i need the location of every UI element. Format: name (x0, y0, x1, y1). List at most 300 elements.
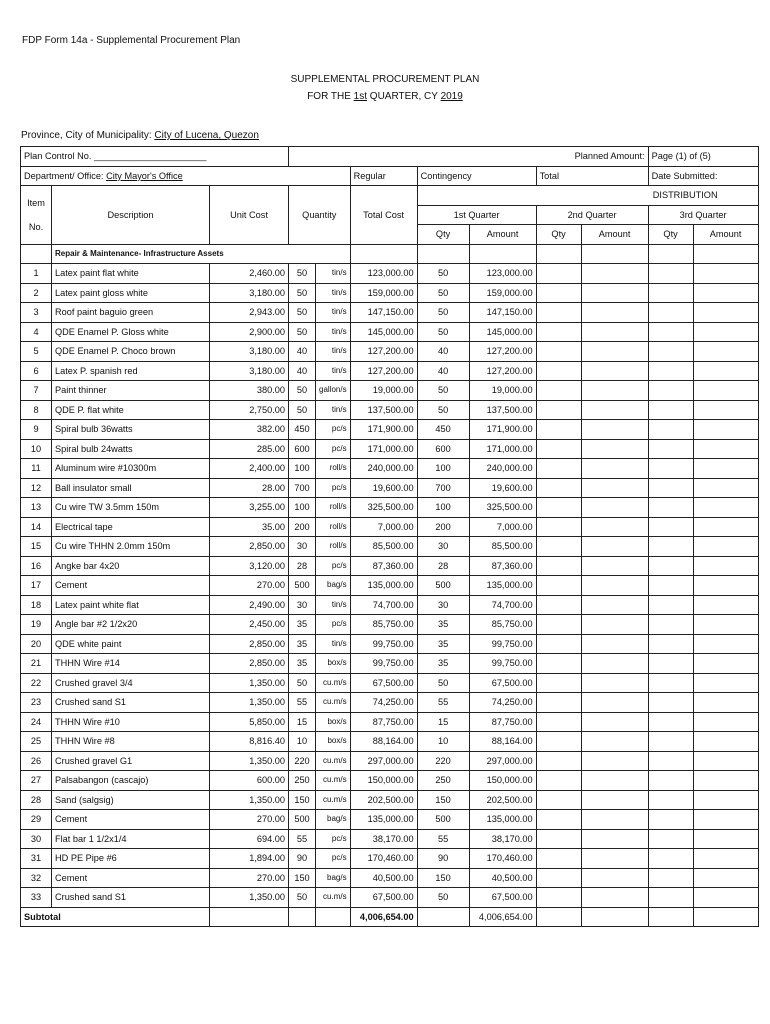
item-total-cost: 40,500.00 (350, 868, 417, 888)
item-total-cost: 67,500.00 (350, 888, 417, 908)
item-no: 18 (21, 595, 52, 615)
total-label: Total (539, 170, 559, 181)
q1-amount: 67,500.00 (469, 888, 536, 908)
category-spacer (21, 244, 52, 264)
item-description: Crushed gravel G1 (52, 751, 210, 771)
item-unit: roll/s (316, 517, 351, 537)
q3-amount (693, 868, 758, 888)
category-label: Repair & Maintenance- Infrastructure Assets (52, 244, 351, 264)
item-description: THHN Wire #10 (52, 712, 210, 732)
q1-qty: 500 (417, 810, 469, 830)
table-row (21, 420, 759, 440)
q1-amount-header: Amount (469, 225, 536, 245)
item-description: Cu wire TW 3.5mm 150m (52, 498, 210, 518)
item-quantity: 220 (289, 751, 316, 771)
table-row (21, 693, 759, 713)
item-unit-cost: 1,350.00 (210, 888, 289, 908)
item-unit-cost: 28.00 (210, 478, 289, 498)
table-row (21, 654, 759, 674)
item-unit: cu.m/s (316, 693, 351, 713)
item-description: Flat bar 1 1/2x1/4 (52, 829, 210, 849)
item-quantity: 100 (289, 498, 316, 518)
q3-amount (693, 322, 758, 342)
q3-qty (648, 673, 693, 693)
q2-qty (536, 693, 581, 713)
distribution-header: DISTRIBUTION (417, 186, 758, 206)
item-description: Cement (52, 810, 210, 830)
item-no: 28 (21, 790, 52, 810)
item-unit: pc/s (316, 849, 351, 869)
table-row (21, 712, 759, 732)
q2-amount (581, 420, 648, 440)
q2-qty (536, 556, 581, 576)
q3-amount (693, 771, 758, 791)
empty-cell (316, 907, 351, 927)
q2-amount (581, 868, 648, 888)
q3-qty (648, 868, 693, 888)
item-quantity: 40 (289, 361, 316, 381)
table-row (21, 849, 759, 869)
q2-qty (536, 673, 581, 693)
q1-amount: 135,000.00 (469, 810, 536, 830)
item-no: 8 (21, 400, 52, 420)
table-row (21, 790, 759, 810)
province-value: City of Lucena, Quezon (154, 130, 259, 141)
item-unit-cost: 270.00 (210, 868, 289, 888)
q1-qty: 50 (417, 400, 469, 420)
item-description: Cement (52, 576, 210, 596)
item-quantity: 50 (289, 381, 316, 401)
item-no: 31 (21, 849, 52, 869)
q2-qty (536, 498, 581, 518)
q1-qty: 450 (417, 420, 469, 440)
q1-qty: 28 (417, 556, 469, 576)
q2-amount (581, 810, 648, 830)
q2-amount (581, 654, 648, 674)
q3-qty (648, 576, 693, 596)
q1-amount: 145,000.00 (469, 322, 536, 342)
page-of: of (5) (689, 151, 711, 162)
q3-amount (693, 693, 758, 713)
q2-qty (536, 322, 581, 342)
q1-amount: 99,750.00 (469, 634, 536, 654)
q1-qty: 150 (417, 868, 469, 888)
item-unit: tin/s (316, 400, 351, 420)
q1-amount: 150,000.00 (469, 771, 536, 791)
item-no: 3 (21, 303, 52, 323)
item-quantity: 30 (289, 595, 316, 615)
q1-amount: 19,600.00 (469, 478, 536, 498)
item-total-cost: 127,200.00 (350, 342, 417, 362)
item-unit: gallon/s (316, 381, 351, 401)
q1-qty: 50 (417, 322, 469, 342)
q2-amount (581, 849, 648, 869)
q1-qty: 90 (417, 849, 469, 869)
q1-amount: 297,000.00 (469, 751, 536, 771)
table-body (21, 147, 759, 927)
item-description: QDE Enamel P. Choco brown (52, 342, 210, 362)
table-row (21, 556, 759, 576)
date-submitted-cell (648, 166, 758, 186)
item-quantity: 500 (289, 576, 316, 596)
item-quantity: 40 (289, 342, 316, 362)
q3-amount (693, 673, 758, 693)
q2-amount (581, 537, 648, 557)
item-unit-cost: 2,490.00 (210, 595, 289, 615)
table-row (21, 478, 759, 498)
empty-cell (648, 244, 693, 264)
item-quantity: 50 (289, 673, 316, 693)
item-description: Cu wire THHN 2.0mm 150m (52, 537, 210, 557)
quantity-header: Quantity (289, 186, 351, 245)
item-quantity: 50 (289, 283, 316, 303)
form-label: FDP Form 14a - Supplemental Procurement Plan (22, 35, 241, 46)
empty-cell (693, 244, 758, 264)
q1-qty: 30 (417, 537, 469, 557)
header-row-1 (21, 147, 759, 167)
table-row (21, 810, 759, 830)
q1-amount: 87,750.00 (469, 712, 536, 732)
q1-amount: 67,500.00 (469, 673, 536, 693)
procurement-table (20, 146, 759, 927)
item-unit-cost: 8,816.40 (210, 732, 289, 752)
item-description: Aluminum wire #10300m (52, 459, 210, 479)
q2-amount (581, 264, 648, 284)
q3-amount (693, 810, 758, 830)
item-no: 27 (21, 771, 52, 791)
quarter-line (0, 91, 770, 102)
table-row (21, 283, 759, 303)
q3-amount (693, 283, 758, 303)
q2-qty (536, 478, 581, 498)
table-row (21, 303, 759, 323)
q3-qty (648, 693, 693, 713)
item-quantity: 15 (289, 712, 316, 732)
q1-amount: 137,500.00 (469, 400, 536, 420)
department-value: City Mayor's Office (106, 170, 183, 181)
item-unit: box/s (316, 732, 351, 752)
item-no: 5 (21, 342, 52, 362)
item-description: QDE Enamel P. Gloss white (52, 322, 210, 342)
item-description: THHN Wire #14 (52, 654, 210, 674)
q1-qty: 15 (417, 712, 469, 732)
item-unit: bag/s (316, 576, 351, 596)
item-unit: pc/s (316, 556, 351, 576)
table-row (21, 400, 759, 420)
table-row (21, 673, 759, 693)
item-unit-cost: 380.00 (210, 381, 289, 401)
q1-qty-header: Qty (417, 225, 469, 245)
plan-control-cell: Plan Control No. ______________________ (21, 147, 289, 167)
item-no-header (21, 186, 52, 245)
q2-qty (536, 615, 581, 635)
q2-qty-header: Qty (536, 225, 581, 245)
q3-qty (648, 712, 693, 732)
plan-control-label: Plan Control No. (24, 151, 92, 162)
item-unit-cost: 3,180.00 (210, 342, 289, 362)
item-no: 25 (21, 732, 52, 752)
quarter-mid: QUARTER, CY (367, 91, 441, 102)
q3-qty (648, 400, 693, 420)
table-row (21, 439, 759, 459)
q3-qty (648, 615, 693, 635)
q2-qty (536, 517, 581, 537)
empty-cell (469, 244, 536, 264)
item-unit-cost: 3,120.00 (210, 556, 289, 576)
q1-qty: 30 (417, 595, 469, 615)
item-description: Crushed sand S1 (52, 693, 210, 713)
contingency-label: Contingency (420, 170, 472, 181)
item-no: 21 (21, 654, 52, 674)
item-quantity: 600 (289, 439, 316, 459)
q2-amount (581, 712, 648, 732)
item-unit-cost: 1,350.00 (210, 790, 289, 810)
department-cell (21, 166, 351, 186)
q3-amount (693, 303, 758, 323)
q3-qty (648, 517, 693, 537)
q2-qty (536, 888, 581, 908)
q2-qty (536, 264, 581, 284)
q2-amount (581, 322, 648, 342)
item-no: 30 (21, 829, 52, 849)
item-total-cost: 171,000.00 (350, 439, 417, 459)
q1-amount: 147,150.00 (469, 303, 536, 323)
empty-cell (210, 907, 289, 927)
q1-qty: 35 (417, 634, 469, 654)
q2-qty (536, 849, 581, 869)
q3-qty (648, 771, 693, 791)
q3-header: 3rd Quarter (648, 205, 758, 225)
q2-amount (581, 634, 648, 654)
q1-qty: 40 (417, 342, 469, 362)
item-total-cost: 145,000.00 (350, 322, 417, 342)
q1-qty: 700 (417, 478, 469, 498)
item-unit: tin/s (316, 303, 351, 323)
item-total-cost: 171,900.00 (350, 420, 417, 440)
item-no: 10 (21, 439, 52, 459)
item-description: HD PE Pipe #6 (52, 849, 210, 869)
table-row (21, 751, 759, 771)
item-total-cost: 202,500.00 (350, 790, 417, 810)
item-no: 9 (21, 420, 52, 440)
q3-qty (648, 810, 693, 830)
q1-qty: 35 (417, 615, 469, 635)
q3-amount (693, 439, 758, 459)
item-unit: tin/s (316, 634, 351, 654)
province-label: Province, City of Municipality: (21, 130, 155, 141)
item-unit: pc/s (316, 829, 351, 849)
item-quantity: 35 (289, 615, 316, 635)
q2-qty (536, 829, 581, 849)
item-unit: cu.m/s (316, 888, 351, 908)
q1-amount: 7,000.00 (469, 517, 536, 537)
item-quantity: 55 (289, 829, 316, 849)
q1-amount: 240,000.00 (469, 459, 536, 479)
item-quantity: 55 (289, 693, 316, 713)
item-total-cost: 85,750.00 (350, 615, 417, 635)
table-row (21, 771, 759, 791)
q1-amount: 85,500.00 (469, 537, 536, 557)
item-unit-cost: 382.00 (210, 420, 289, 440)
item-description: Electrical tape (52, 517, 210, 537)
item-description: Crushed sand S1 (52, 888, 210, 908)
q2-amount (581, 693, 648, 713)
q2-amount (581, 439, 648, 459)
q2-qty (536, 537, 581, 557)
item-unit: tin/s (316, 322, 351, 342)
table-row (21, 634, 759, 654)
item-unit: cu.m/s (316, 771, 351, 791)
q3-amount (693, 400, 758, 420)
table-row (21, 498, 759, 518)
table-row (21, 459, 759, 479)
item-description: Angke bar 4x20 (52, 556, 210, 576)
item-unit-cost: 2,400.00 (210, 459, 289, 479)
total-cell (536, 166, 648, 186)
q3-qty (648, 342, 693, 362)
q1-qty: 50 (417, 264, 469, 284)
item-unit-cost: 2,850.00 (210, 654, 289, 674)
item-unit-cost: 3,255.00 (210, 498, 289, 518)
q2-qty (536, 342, 581, 362)
item-no: 20 (21, 634, 52, 654)
item-quantity: 35 (289, 654, 316, 674)
item-unit-cost: 600.00 (210, 771, 289, 791)
q1-qty: 35 (417, 654, 469, 674)
item-description: THHN Wire #8 (52, 732, 210, 752)
item-total-cost: 325,500.00 (350, 498, 417, 518)
q2-qty (536, 771, 581, 791)
q1-qty: 100 (417, 459, 469, 479)
item-unit-cost: 1,350.00 (210, 693, 289, 713)
item-description: Angle bar #2 1/2x20 (52, 615, 210, 635)
item-description: Roof paint baguio green (52, 303, 210, 323)
item-description: Ball insulator small (52, 478, 210, 498)
item-quantity: 700 (289, 478, 316, 498)
table-row (21, 322, 759, 342)
q3-qty (648, 439, 693, 459)
item-quantity: 200 (289, 517, 316, 537)
q1-qty: 100 (417, 498, 469, 518)
q2-qty (536, 439, 581, 459)
q3-amount (693, 576, 758, 596)
item-total-cost: 123,000.00 (350, 264, 417, 284)
page-cell (648, 147, 758, 167)
q1-amount: 202,500.00 (469, 790, 536, 810)
item-description: QDE P. flat white (52, 400, 210, 420)
empty-cell (581, 244, 648, 264)
empty-cell (536, 907, 581, 927)
q2-amount (581, 381, 648, 401)
category-row (21, 244, 759, 264)
item-no: 1 (21, 264, 52, 284)
item-description: Latex paint gloss white (52, 283, 210, 303)
q1-amount: 19,000.00 (469, 381, 536, 401)
empty-cell (417, 244, 469, 264)
empty-cell (536, 244, 581, 264)
q3-amount (693, 420, 758, 440)
empty-cell (350, 244, 417, 264)
page-label: Page (651, 151, 674, 162)
q2-qty (536, 810, 581, 830)
q2-qty (536, 381, 581, 401)
item-description: Latex paint white flat (52, 595, 210, 615)
item-no: 12 (21, 478, 52, 498)
department-label: Department/ Office: (24, 170, 104, 181)
item-total-cost: 147,150.00 (350, 303, 417, 323)
q3-qty (648, 361, 693, 381)
q2-amount (581, 459, 648, 479)
q3-qty (648, 829, 693, 849)
item-quantity: 500 (289, 810, 316, 830)
no-header: No. (28, 221, 44, 232)
q3-qty (648, 498, 693, 518)
q3-qty (648, 264, 693, 284)
q1-qty: 55 (417, 693, 469, 713)
q3-qty (648, 478, 693, 498)
q3-amount (693, 829, 758, 849)
item-unit: pc/s (316, 439, 351, 459)
q2-amount (581, 790, 648, 810)
item-unit-cost: 2,900.00 (210, 322, 289, 342)
q1-amount: 74,250.00 (469, 693, 536, 713)
item-total-cost: 74,250.00 (350, 693, 417, 713)
q3-amount (693, 478, 758, 498)
empty-cell (581, 907, 648, 927)
q3-amount (693, 381, 758, 401)
item-description: Paint thinner (52, 381, 210, 401)
empty-cell (693, 907, 758, 927)
item-total-cost: 170,460.00 (350, 849, 417, 869)
q2-qty (536, 420, 581, 440)
contingency-cell (417, 166, 536, 186)
item-unit: tin/s (316, 361, 351, 381)
item-unit: tin/s (316, 283, 351, 303)
item-description: Latex paint flat white (52, 264, 210, 284)
empty-cell (417, 907, 469, 927)
item-quantity: 150 (289, 790, 316, 810)
item-description: Cement (52, 868, 210, 888)
item-quantity: 35 (289, 634, 316, 654)
q2-amount (581, 400, 648, 420)
item-quantity: 10 (289, 732, 316, 752)
q1-qty: 500 (417, 576, 469, 596)
item-unit: box/s (316, 712, 351, 732)
q1-amount: 40,500.00 (469, 868, 536, 888)
q3-amount (693, 888, 758, 908)
unit-cost-header: Unit Cost (210, 186, 289, 245)
item-total-cost: 150,000.00 (350, 771, 417, 791)
item-total-cost: 88,164.00 (350, 732, 417, 752)
page-title: SUPPLEMENTAL PROCUREMENT PLAN (290, 74, 480, 85)
q3-qty (648, 283, 693, 303)
item-no: 22 (21, 673, 52, 693)
q3-qty (648, 751, 693, 771)
item-no: 4 (21, 322, 52, 342)
q2-amount (581, 576, 648, 596)
item-total-cost: 19,000.00 (350, 381, 417, 401)
empty-cell (289, 907, 316, 927)
q1-qty: 55 (417, 829, 469, 849)
q3-amount (693, 732, 758, 752)
item-quantity: 100 (289, 459, 316, 479)
item-total-cost: 74,700.00 (350, 595, 417, 615)
item-description: QDE white paint (52, 634, 210, 654)
item-total-cost: 135,000.00 (350, 810, 417, 830)
q3-amount (693, 264, 758, 284)
item-quantity: 50 (289, 264, 316, 284)
item-no: 23 (21, 693, 52, 713)
